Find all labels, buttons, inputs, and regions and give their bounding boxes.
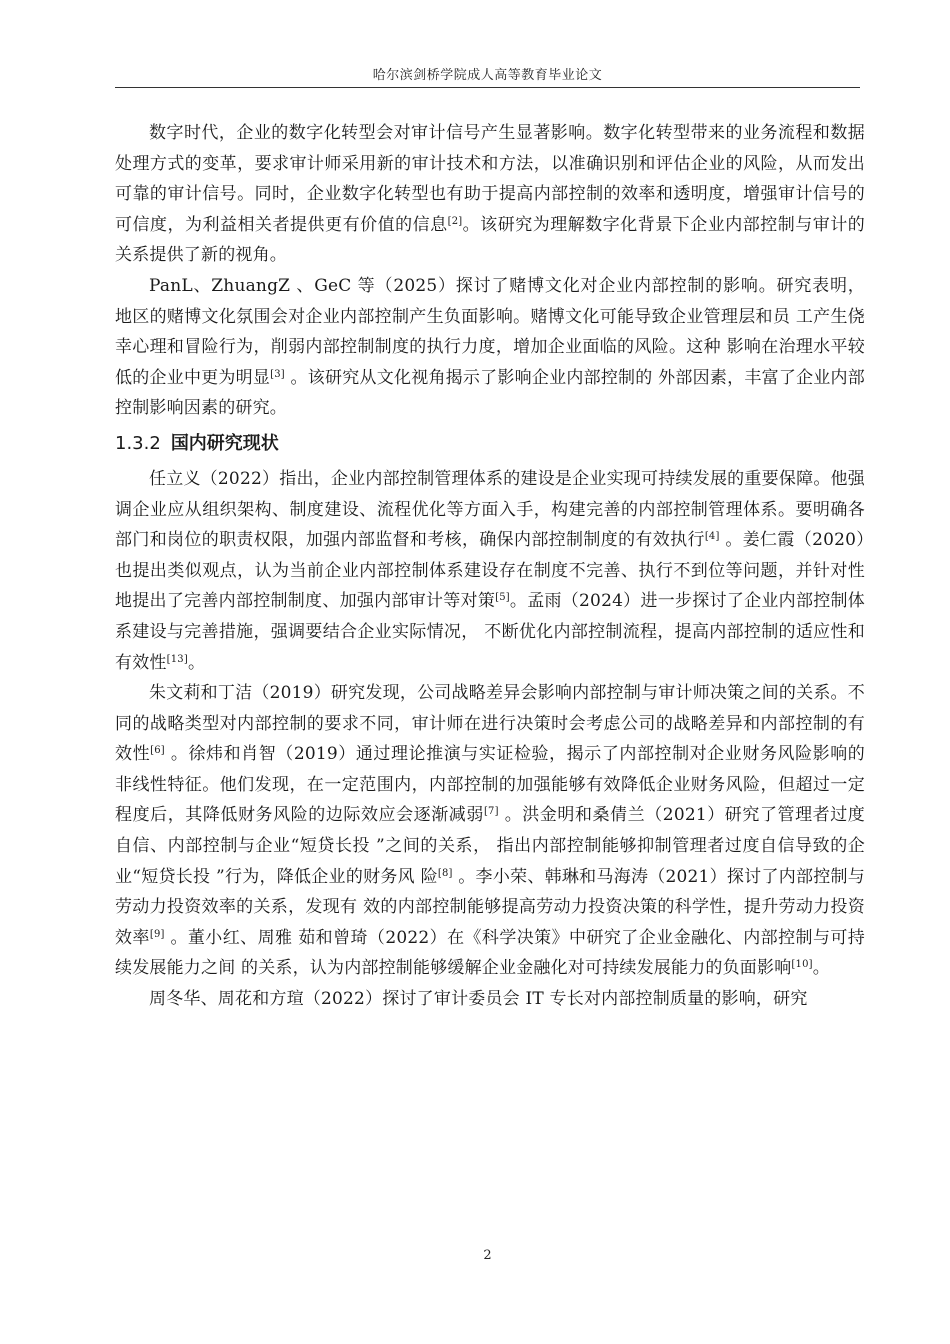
paragraph-text: 。姜仁霞（2020）也提出类似观点，认为当前企业内部控制体系建设存在制度不完善、执行不到位等问题，并针对性地提出了完善内部控制制度、加强内部审计等对策 xyxy=(115,530,865,612)
paragraph-text: 数字时代，企业的数字化转型会对审计信号产生显著影响。数字化转型带来的业务流程和数据处理方式的变革，要求审计师采用新的审计技术和方法，以准确识别和评估企业的风险，从而发出可靠的审计信号。同时，企业数字化转型也有助于提高内部控制的效率和透明度，增强审计信号的可信度，为利益相关者提供更有价值的信息 xyxy=(115,123,865,235)
paragraph-text: 。该研究为理解数字化背景下企业内部控制与审计的关系提供了新的视角。 xyxy=(115,214,865,266)
domestic-research-paragraphs xyxy=(115,464,865,1015)
section-number: 1.3.2 xyxy=(115,432,161,454)
body-content xyxy=(115,118,865,1015)
paragraph-text: 。洪金明和桑倩兰（2021）研究了管理者过度自信、内部控制与企业“短贷长投 ”之间的关系， 指出内部控制能够抑制管理者过度自信导致的企业“短贷长投 ”行为，降低企业的财务风 险 xyxy=(115,805,865,887)
paragraph-text: PanL、ZhuangZ 、GeC 等（2025）探讨了赌博文化对企业内部控制的影响。研究表明， 地区的赌博文化氛围会对企业内部控制产生负面影响。赌博文化可能导致企业管理层和员 工产生侥幸心理和冒险行为，削弱内部控制制度的执行力度，增加企业面临的风险。这种 影响在治理水平较低的企业中更为明显 xyxy=(115,275,865,388)
paragraph-text: 。孟雨（2024）进一步探讨了企业内部控制体系建设与完善措施，强调要结合企业实际情况， 不断优化内部控制流程，提高内部控制的适应性和有效性 xyxy=(115,591,865,673)
citation-ref: [4] xyxy=(704,531,720,543)
paragraph-text: 任立义（2022）指出，企业内部控制管理体系的建设是企业实现可持续发展的重要保障。他强调企业应从组织架构、制度建设、流程优化等方面入手，构建完善的内部控制管理体系。要明确各部门和岗位的职责权限，加强内部监督和考核，确保内部控制制度的有效执行 xyxy=(115,468,865,551)
header-rule xyxy=(115,87,860,88)
citation-ref: [5] xyxy=(495,592,510,604)
citation-ref: [2] xyxy=(447,215,463,227)
body-paragraph xyxy=(115,271,865,424)
section-title: 国内研究现状 xyxy=(170,432,279,454)
citation-ref: [7] xyxy=(483,806,499,818)
body-paragraph xyxy=(115,118,865,271)
citation-ref: [9] xyxy=(149,928,165,940)
page-number: 2 xyxy=(483,1248,492,1263)
body-paragraph xyxy=(115,984,865,1015)
citation-ref: [8] xyxy=(437,867,453,879)
paragraph-text: 。 xyxy=(812,958,830,979)
citation-ref: [10] xyxy=(791,959,813,971)
paragraph-text: 。该研究从文化视角揭示了影响企业内部控制的 外部因素，丰富了企业内部控制影响因素的研究。 xyxy=(115,367,865,419)
body-paragraph xyxy=(115,464,865,678)
citation-ref: [13] xyxy=(166,653,188,665)
paragraph-text: 。李小荣、韩琳和马海涛（2021）探讨了内部控制与劳动力投资效率的关系，发现有 效的内部控制能够提高劳动力投资决策的科学性，提升劳动力投资效率 xyxy=(115,866,865,948)
paragraph-text: 朱文莉和丁洁（2019）研究发现，公司战略差异会影响内部控制与审计师决策之间的关系。不同的战略类型对内部控制的要求不同，审计师在进行决策时会考虑公司的战略差异和内部控制的有效性 xyxy=(115,683,865,765)
citation-ref: [3] xyxy=(270,368,285,380)
paragraph-text: 。徐炜和肖智（2019）通过理论推演与实证检验，揭示了内部控制对企业财务风险影响的非线性特征。他们发现，在一定范围内，内部控制的加强能够有效降低企业财务风险，但超过一定程度后，其降低财务风险的边际效应会逐渐减弱 xyxy=(115,744,865,826)
body-paragraph xyxy=(115,678,865,984)
paragraph-text: 周冬华、周花和方瑄（2022）探讨了审计委员会 IT 专长对内部控制质量的影响，研究 xyxy=(149,989,808,1010)
page-header: 哈尔滨剑桥学院成人高等教育毕业论文 xyxy=(372,68,603,83)
citation-ref: [6] xyxy=(150,745,165,757)
paragraph-text: 。 xyxy=(187,652,206,673)
section-heading xyxy=(115,426,865,462)
intro-paragraphs xyxy=(115,118,865,424)
paragraph-text: 。董小红、周雅 茹和曾琦（2022）在《科学决策》中研究了企业金融化、内部控制与可持续发展能力之间 的关系，认为内部控制能够缓解企业金融化对可持续发展能力的负面影响 xyxy=(115,927,866,979)
